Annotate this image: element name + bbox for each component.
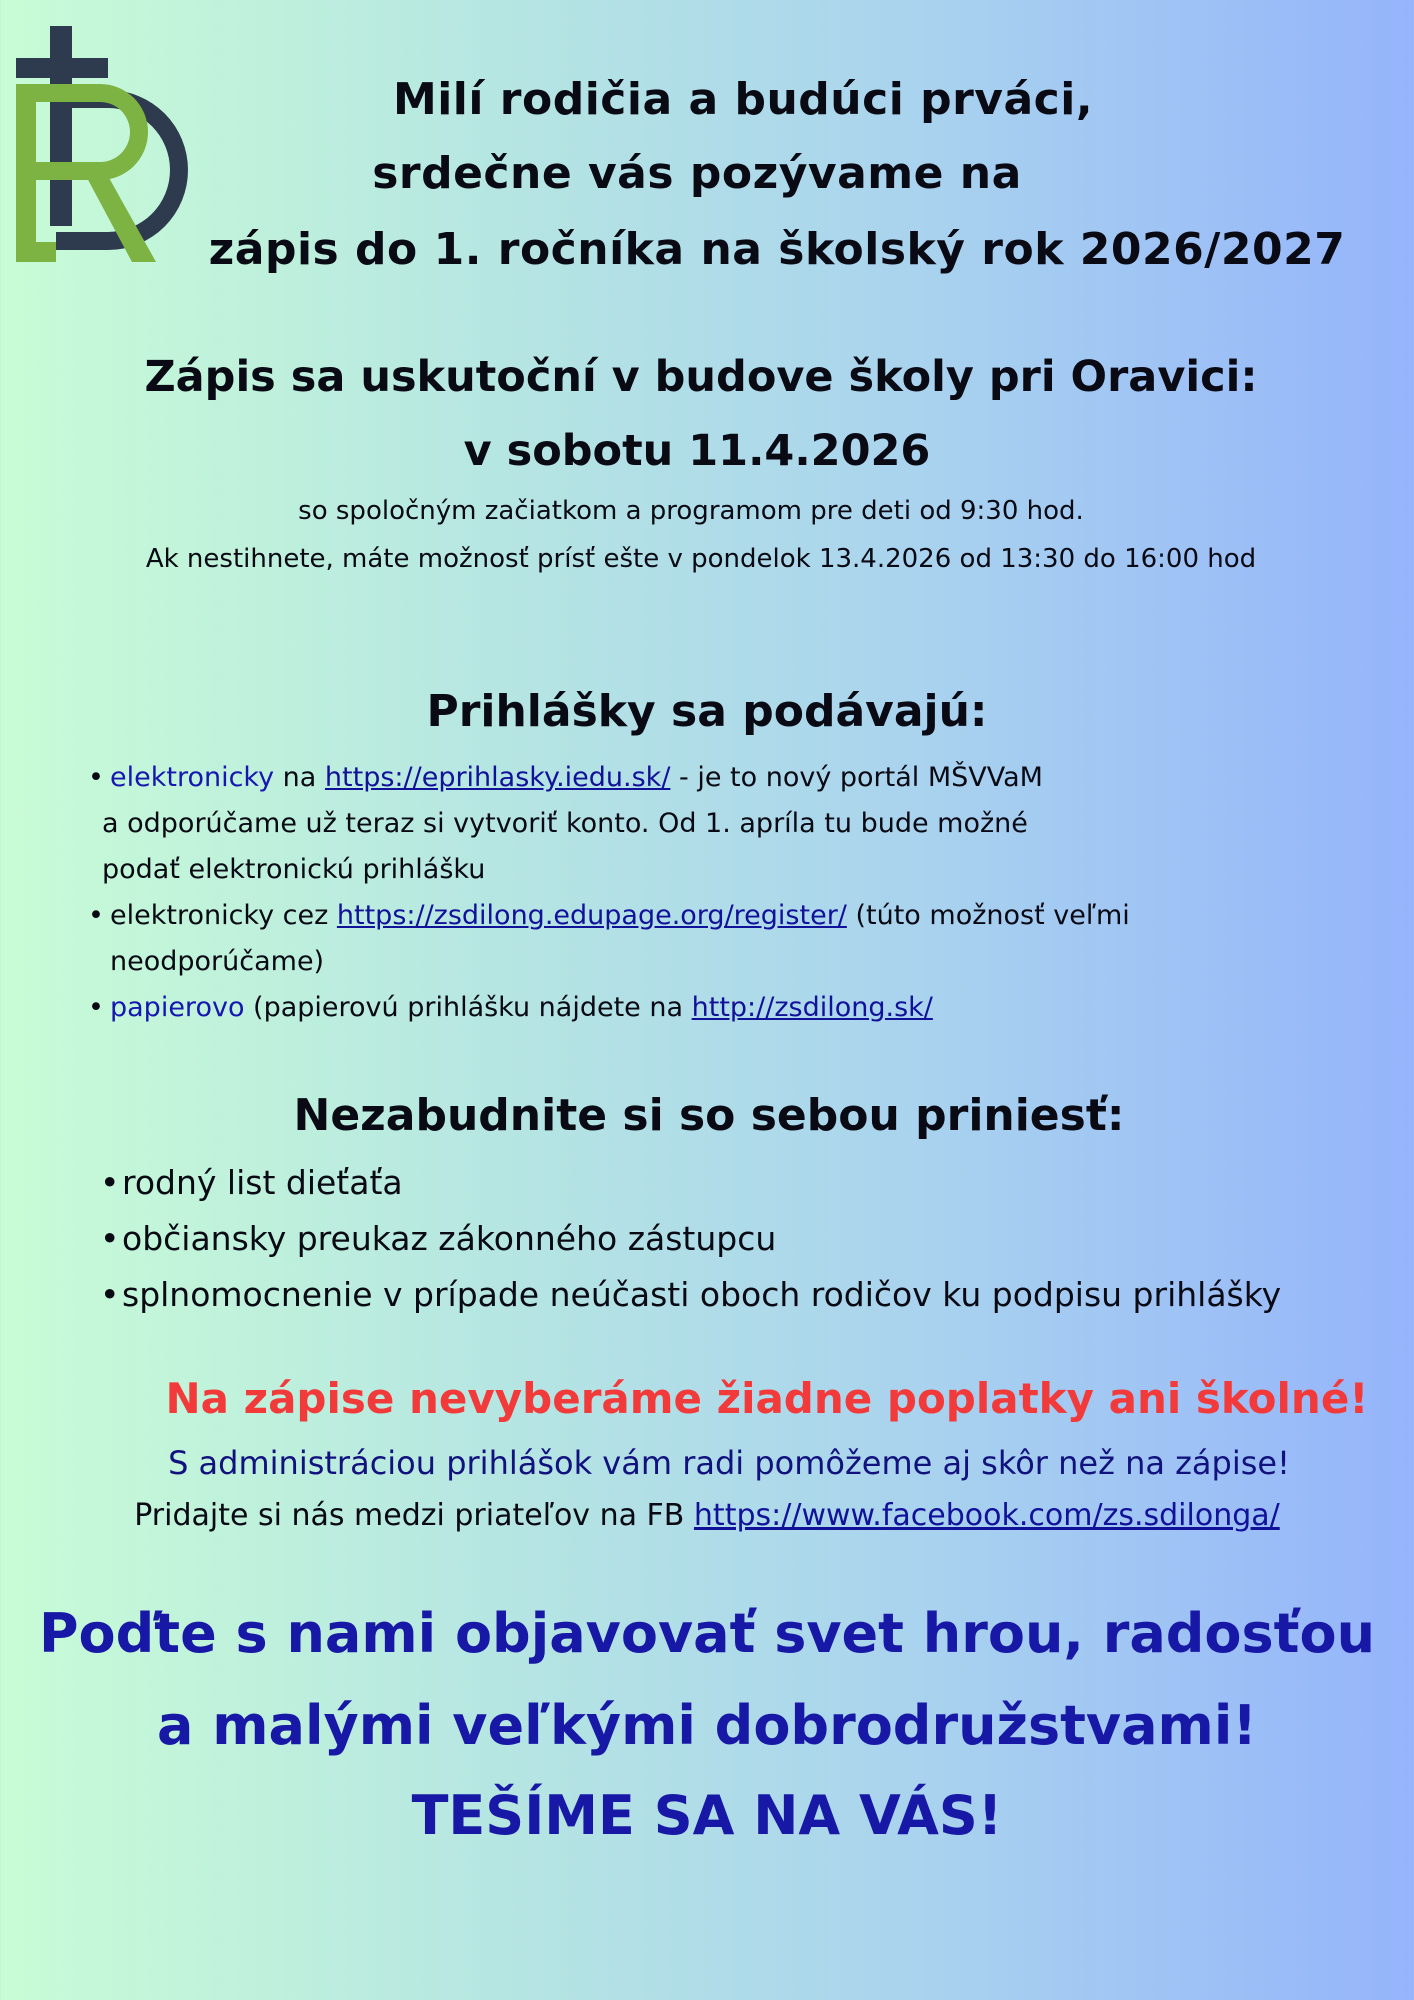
edupage-register-link[interactable]: https://zsdilong.edupage.org/register/ [336,900,847,931]
list-item: • splnomocnenie v prípade neúčasti oboch rodičov ku podpisu prihlášky [122,1267,1281,1323]
item-text: elektronicky cez [110,900,337,931]
item-continuation: neodporúčame) [110,946,325,977]
method-paper: papierovo [110,992,245,1023]
venue-line: Zápis sa uskutoční v budove školy pri Oravici: [144,352,1258,402]
item-continuation: a odporúčame už teraz si vytvoriť konto. Od 1. apríla tu bude možné [102,808,1028,839]
list-item [110,985,1130,1031]
list-item: • rodný list dieťaťa [122,1155,1281,1211]
invitation-line: srdečne vás pozývame na [372,148,1022,199]
applications-list [102,755,1130,1031]
help-notice: S administráciou prihlášok vám radi pomôžeme aj skôr než na zápise! [168,1444,1290,1482]
closing-line-3: TEŠÍME SA NA VÁS! [411,1784,1003,1847]
method-electronic: elektronicky [110,762,275,793]
facebook-text: Pridajte si nás medzi priateľov na FB [134,1498,694,1533]
item-text: - je to nový portál MŠVVaM [670,762,1043,793]
applications-title: Prihlášky sa podávajú: [426,686,988,737]
bring-title: Nezabudnite si so sebou priniesť: [293,1090,1125,1141]
bring-list [122,1155,1281,1323]
facebook-link[interactable]: https://www.facebook.com/zs.sdilonga/ [693,1498,1280,1533]
item-text: (papierovú prihlášku nájdete na [244,992,692,1023]
item-text: na [274,762,325,793]
list-item: • občiansky preukaz zákonného zástupcu [122,1211,1281,1267]
enrollment-title: zápis do 1. ročníka na školský rok 2026/2027 [208,224,1346,275]
facebook-line [0,1498,1414,1533]
item-continuation: podať elektronickú prihlášku [102,854,486,885]
closing-line-2: a malými veľkými dobrodružstvami! [157,1694,1257,1757]
list-item [102,755,1130,893]
eprihlasky-link[interactable]: https://eprihlasky.iedu.sk/ [324,762,671,793]
no-fees-notice: Na zápise nevyberáme žiadne poplatky ani školné! [165,1374,1369,1423]
greeting-line: Milí rodičia a budúci prváci, [392,74,1094,125]
closing-line-1: Poďte s nami objavovať svet hrou, radosťou [38,1602,1376,1665]
program-note: so spoločným začiatkom a programom pre deti od 9:30 hod. [298,496,1084,526]
enrollment-date: v sobotu 11.4.2026 [463,426,931,476]
alternative-date-note: Ak nestihnete, máte možnosť prísť ešte v pondelok 13.4.2026 od 13:30 do 16:00 hod [145,544,1257,574]
school-website-link[interactable]: http://zsdilong.sk/ [691,992,933,1023]
list-item [110,893,1130,985]
item-text: (túto možnosť veľmi [846,900,1130,931]
